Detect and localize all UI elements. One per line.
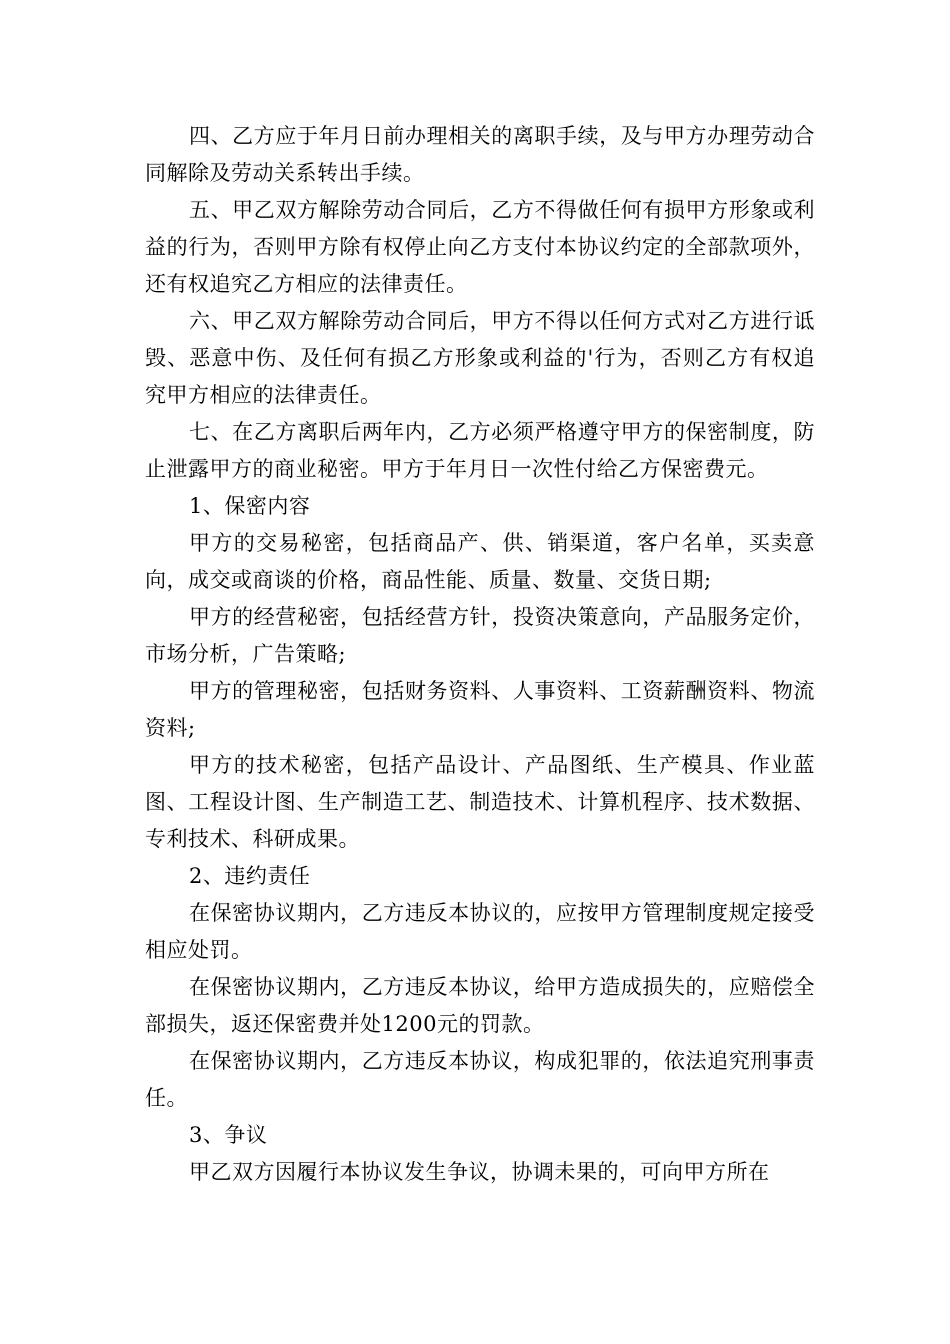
paragraph-liability-compensation: 在保密协议期内，乙方违反本协议，给甲方造成损失的，应赔偿全部损失，返还保密费并处1200元的罚款。	[145, 975, 815, 1036]
paragraph-liability-criminal: 在保密协议期内，乙方违反本协议，构成犯罪的，依法追究刑事责任。	[145, 1049, 815, 1110]
paragraph-clause-4: 四、乙方应于年月日前办理相关的离职手续，及与甲方办理劳动合同解除及劳动关系转出手续。	[145, 124, 815, 185]
paragraph-trade-secrets: 甲方的交易秘密，包括商品产、供、销渠道，客户名单，买卖意向，成交或商谈的价格，商品性能、质量、数量、交货日期;	[145, 531, 815, 592]
document-body	[145, 118, 815, 1191]
paragraph-clause-7: 七、在乙方离职后两年内，乙方必须严格遵守甲方的保密制度，防止泄露甲方的商业秘密。甲方于年月日一次性付给乙方保密费元。	[145, 420, 815, 481]
paragraph-clause-6: 六、甲乙双方解除劳动合同后，甲方不得以任何方式对乙方进行诋毁、恶意中伤、及任何有损乙方形象或利益的'行为，否则乙方有权追究甲方相应的法律责任。	[145, 309, 815, 407]
paragraph-business-secrets: 甲方的经营秘密，包括经营方针，投资决策意向，产品服务定价，市场分析，广告策略;	[145, 605, 815, 666]
paragraph-liability-penalty: 在保密协议期内，乙方违反本协议的，应按甲方管理制度规定接受相应处罚。	[145, 901, 815, 962]
paragraph-management-secrets: 甲方的管理秘密，包括财务资料、人事资料、工资薪酬资料、物流资料;	[145, 679, 815, 740]
paragraph-clause-5: 五、甲乙双方解除劳动合同后，乙方不得做任何有损甲方形象或利益的行为，否则甲方除有权停止向乙方支付本协议约定的全部款项外，还有权追究乙方相应的法律责任。	[145, 198, 815, 296]
section-heading-confidentiality: 1、保密内容	[189, 494, 311, 518]
section-heading-dispute: 3、争议	[189, 1123, 268, 1147]
section-heading-liability: 2、违约责任	[189, 864, 311, 888]
paragraph-technical-secrets: 甲方的技术秘密，包括产品设计、产品图纸、生产模具、作业蓝图、工程设计图、生产制造工艺、制造技术、计算机程序、技术数据、专利技术、科研成果。	[145, 753, 815, 851]
paragraph-dispute: 甲乙双方因履行本协议发生争议，协调未果的，可向甲方所在	[189, 1160, 770, 1184]
